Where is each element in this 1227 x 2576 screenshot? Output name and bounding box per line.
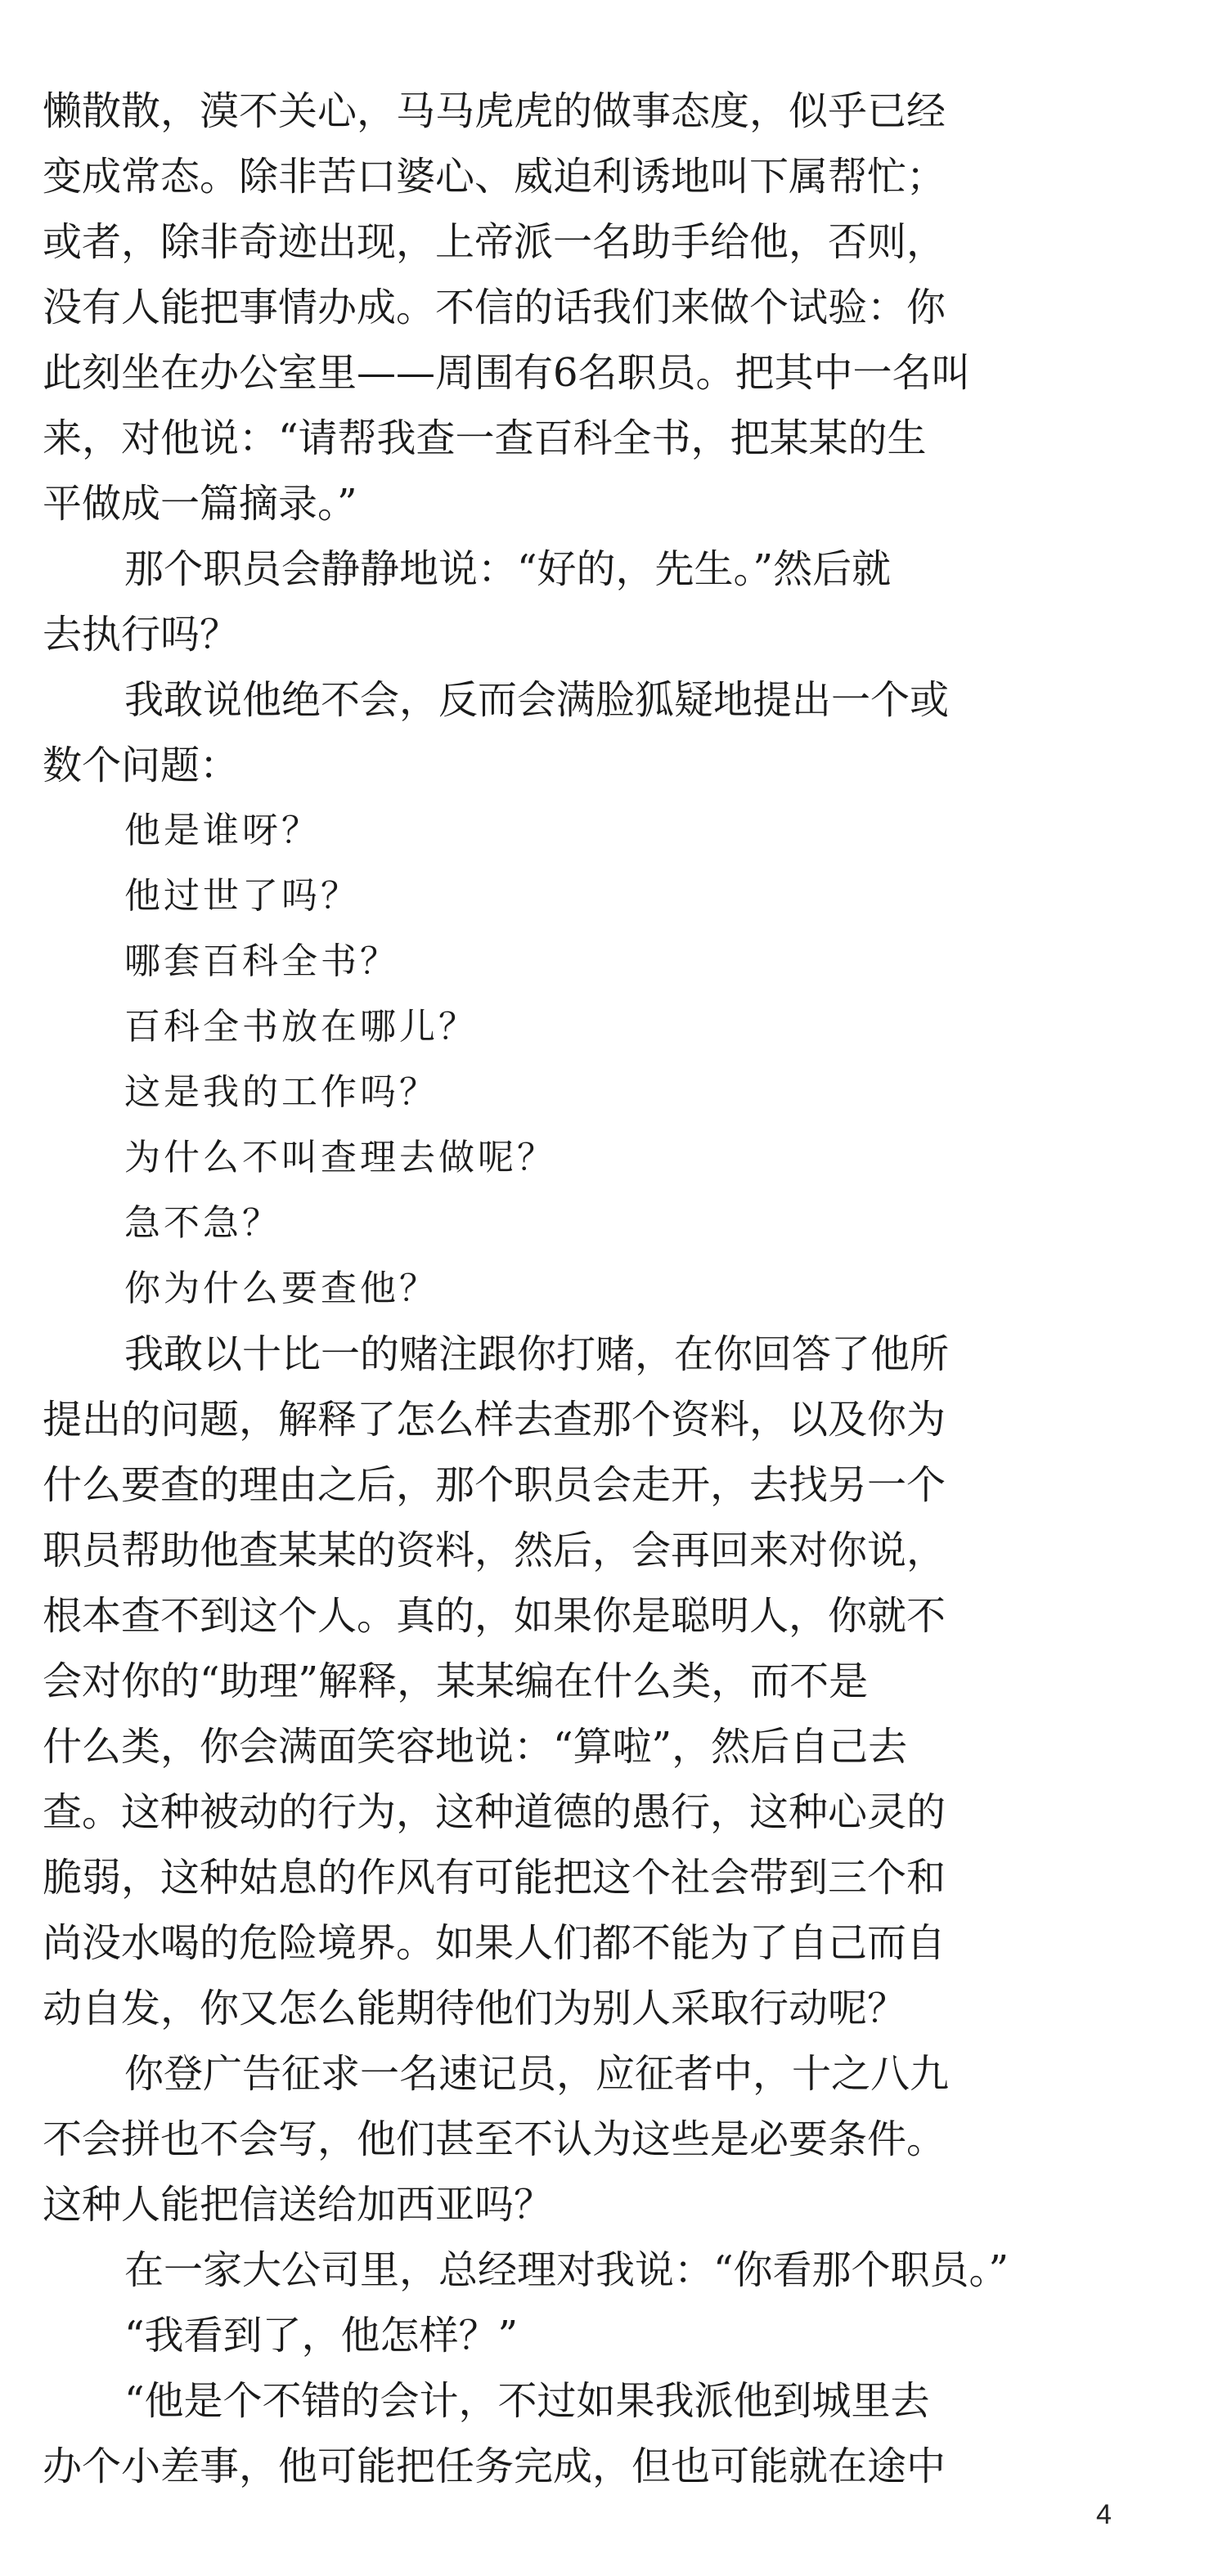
text-line: 我敢说他绝不会，反而会满脸狐疑地提出一个或 — [124, 677, 950, 723]
text-line: 这种人能把信送给加西亚吗？ — [43, 2182, 554, 2228]
text-line: 来，对他说：“请帮我查一查百科全书，把某某的生 — [43, 415, 927, 461]
text-line: 脆弱，这种姑息的作风有可能把这个社会带到三个和 — [43, 1855, 946, 1901]
text-line: 办个小差事，他可能把任务完成，但也可能就在途中 — [43, 2444, 946, 2489]
text-line: 没有人能把事情办成。不信的话我们来做个试验：你 — [43, 285, 946, 330]
text-line: 查。这种被动的行为，这种道德的愚行，这种心灵的 — [43, 1789, 946, 1835]
text-line: 或者，除非奇迹出现，上帝派一名助手给他，否则， — [43, 219, 946, 265]
text-line: 你登广告征求一名速记员，应征者中，十之八九 — [124, 2051, 950, 2097]
text-line: “他是个不错的会计，不过如果我派他到城里去 — [124, 2378, 930, 2424]
text-line: 变成常态。除非苦口婆心、威迫利诱地叫下属帮忙； — [43, 154, 946, 200]
question-line: 哪套百科全书？ — [124, 940, 399, 982]
text-line: 我敢以十比一的赌注跟你打赌，在你回答了他所 — [124, 1331, 950, 1377]
question-line: 急不急？ — [124, 1202, 281, 1244]
text-line: 职员帮助他查某某的资料，然后，会再回来对你说， — [43, 1528, 946, 1573]
text-line: 数个问题： — [43, 743, 240, 788]
text-line: 不会拼也不会写，他们甚至不认为这些是必要条件。 — [43, 2116, 946, 2162]
question-line: 为什么不叫查理去做呢？ — [124, 1137, 556, 1178]
question-line: 你为什么要查他？ — [124, 1268, 438, 1309]
question-line: 这是我的工作吗？ — [124, 1071, 438, 1113]
text-line: 那个职员会静静地说：“好的，先生。”然后就 — [124, 546, 892, 592]
text-line: 此刻坐在办公室里——周围有6名职员。把其中一名叫 — [43, 350, 971, 396]
text-line: 去执行吗？ — [43, 612, 240, 657]
text-line: 在一家大公司里，总经理对我说：“你看那个职员。” — [124, 2247, 1009, 2293]
text-line: 懒散散，漠不关心，马马虎虎的做事态度，似乎已经 — [43, 88, 946, 134]
question-line: 百科全书放在哪儿？ — [124, 1006, 478, 1048]
page-number: 4 — [1096, 2499, 1112, 2530]
question-line: 他过世了吗？ — [124, 875, 360, 917]
question-line: 他是谁呀？ — [124, 810, 321, 851]
text-line: 会对你的“助理”解释，某某编在什么类，而不是 — [43, 1658, 869, 1704]
text-line: 平做成一篇摘录。” — [43, 481, 357, 527]
text-line: “我看到了，他怎样？” — [124, 2313, 519, 2358]
text-line: 根本查不到这个人。真的，如果你是聪明人，你就不 — [43, 1593, 946, 1639]
body-text — [43, 79, 1073, 2499]
text-line: 动自发，你又怎么能期待他们为别人采取行动呢？ — [43, 1986, 907, 2031]
text-line: 什么类，你会满面笑容地说：“算啦”，然后自己去 — [43, 1724, 908, 1770]
text-line: 尚没水喝的危险境界。如果人们都不能为了自己而自 — [43, 1920, 946, 1966]
text-line: 提出的问题，解释了怎么样去查那个资料，以及你为 — [43, 1397, 946, 1443]
text-line: 什么要查的理由之后，那个职员会走开，去找另一个 — [43, 1462, 946, 1508]
